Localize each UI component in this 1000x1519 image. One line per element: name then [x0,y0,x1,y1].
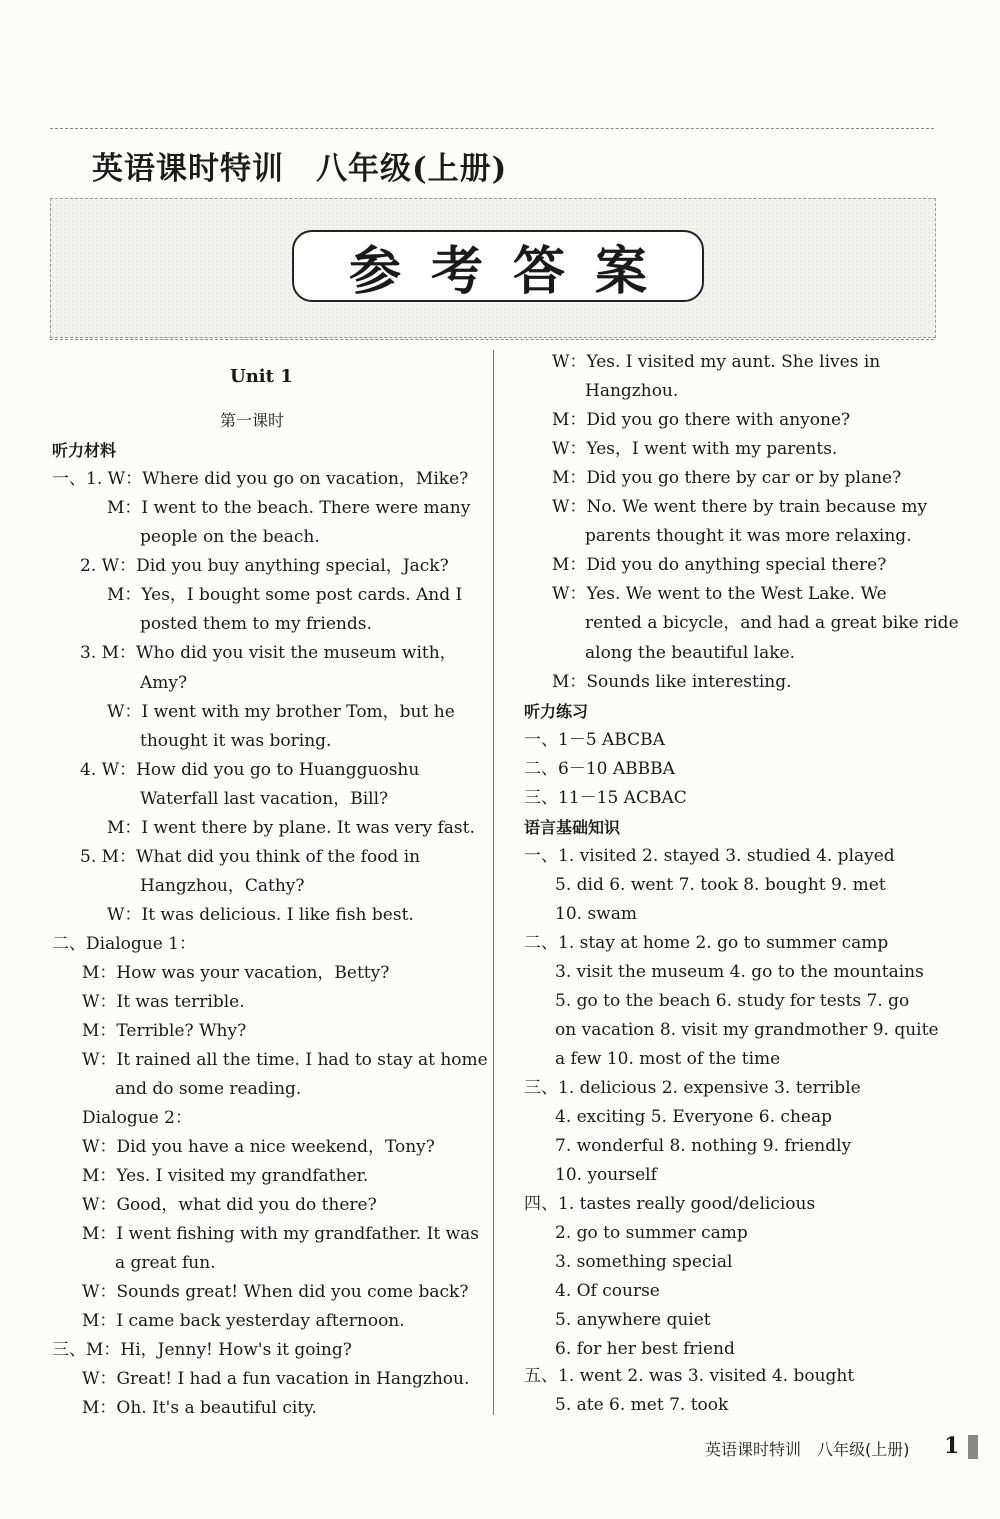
text-line: 一、1. W：Where did you go on vacation，Mike? [52,469,469,489]
text-line: 二、Dialogue 1： [52,934,196,954]
text-line: a few 10. most of the time [555,1049,781,1069]
text-line: M：I went there by plane. It was very fast. [107,818,475,838]
text-line: M：Yes，I bought some post cards. And I [107,585,463,605]
text-line: 7. wonderful 8. nothing 9. friendly [555,1136,852,1156]
text-line: M：Did you do anything special there? [552,555,887,575]
text-line: W：No. We went there by train because my [552,497,928,517]
answer-key-banner [292,230,704,302]
text-line: 3. M：Who did you visit the museum with， [80,643,457,663]
page-edge-mark [968,1435,978,1459]
text-line: a great fun. [115,1253,216,1273]
section-heading: 听力材料 [52,441,117,460]
text-line: 2. W：Did you buy anything special，Jack? [80,556,449,576]
text-line: M：I went to the beach. There were many [107,498,471,518]
lesson-heading: 第一课时 [220,411,285,430]
text-line: 5. M：What did you think of the food in [80,847,421,867]
text-line: M：Did you go there by car or by plane? [552,468,902,488]
text-line: 10. yourself [555,1165,657,1185]
text-line: W：Yes. We went to the West Lake. We [552,584,887,604]
text-line: rented a bicycle，and had a great bike ride [585,613,959,633]
text-line: W：It was delicious. I like fish best. [107,905,414,925]
text-line: W：It was terrible. [82,992,245,1012]
text-line: 4. W：How did you go to Huangguoshu [80,760,420,780]
text-line: W：Great! I had a fun vacation in Hangzhou. [82,1369,470,1389]
text-line: 6. for her best friend [555,1339,735,1359]
text-line: W：Did you have a nice weekend，Tony? [82,1137,435,1157]
section-heading: 听力练习 [524,702,589,721]
text-line: and do some reading. [115,1079,302,1099]
text-line: 四、1. tastes really good/delicious [524,1194,816,1214]
text-line: W：I went with my brother Tom，but he [107,702,455,722]
text-line: M：Oh. It's a beautiful city. [82,1398,317,1418]
text-line: 一、1. visited 2. stayed 3. studied 4. played [524,846,895,866]
text-line: on vacation 8. visit my grandmother 9. quite [555,1020,939,1040]
text-line: 3. visit the museum 4. go to the mountains [555,962,924,982]
unit-heading: Unit 1 [230,366,293,387]
text-line: 3. something special [555,1252,733,1272]
text-line: 5. anywhere quiet [555,1310,711,1330]
page-number: 1 [944,1433,960,1459]
text-line: W：Sounds great! When did you come back? [82,1282,469,1302]
text-line: thought it was boring. [140,731,332,751]
text-line: 二、6－10 ABBBA [524,759,675,779]
section-heading: 语言基础知识 [524,818,621,837]
text-line: people on the beach. [140,527,320,547]
text-line: Waterfall last vacation，Bill? [140,789,389,809]
text-line: 4. Of course [555,1281,660,1301]
text-line: M：How was your vacation，Betty? [82,963,390,983]
text-line: Dialogue 2： [82,1108,192,1128]
text-line: 5. ate 6. met 7. took [555,1395,729,1415]
text-line: M：I went fishing with my grandfather. It was [82,1224,479,1244]
text-line: posted them to my friends. [140,614,372,634]
text-line: M：I came back yesterday afternoon. [82,1311,405,1331]
text-line: 一、1－5 ABCBA [524,730,665,750]
text-line: 2. go to summer camp [555,1223,748,1243]
text-line: 4. exciting 5. Everyone 6. cheap [555,1107,832,1127]
text-line: M：Sounds like interesting. [552,672,792,692]
text-line: W：It rained all the time. I had to stay at home [82,1050,488,1070]
book-title: 英语课时特训 八年级(上册) [92,151,508,187]
text-line: M：Yes. I visited my grandfather. [82,1166,369,1186]
text-line: 三、M：Hi，Jenny! How's it going? [52,1340,352,1360]
text-line: Hangzhou，Cathy? [140,876,305,896]
text-line: 三、1. delicious 2. expensive 3. terrible [524,1078,861,1098]
text-line: W：Yes. I visited my aunt. She lives in [552,352,881,372]
text-line: W：Yes，I went with my parents. [552,439,838,459]
text-line: parents thought it was more relaxing. [585,526,912,546]
text-line: 5. go to the beach 6. study for tests 7. go [555,991,910,1011]
text-line: M：Terrible? Why? [82,1021,247,1041]
text-line: 三、11－15 ACBAC [524,788,687,808]
text-line: W：Good，what did you do there? [82,1195,377,1215]
answer-key-title: 参考答案 [348,241,677,302]
text-line: Amy? [140,673,188,693]
text-line: Hangzhou. [585,381,679,401]
text-line: 10. swam [555,904,637,924]
text-line: 二、1. stay at home 2. go to summer camp [524,933,889,953]
text-line: M：Did you go there with anyone? [552,410,851,430]
text-line: 五、1. went 2. was 3. visited 4. bought [524,1366,855,1386]
text-line: 5. did 6. went 7. took 8. bought 9. met [555,875,886,895]
footer-book-title: 英语课时特训 八年级(上册) [705,1440,910,1459]
column-divider [493,350,494,1415]
text-line: along the beautiful lake. [585,643,796,663]
